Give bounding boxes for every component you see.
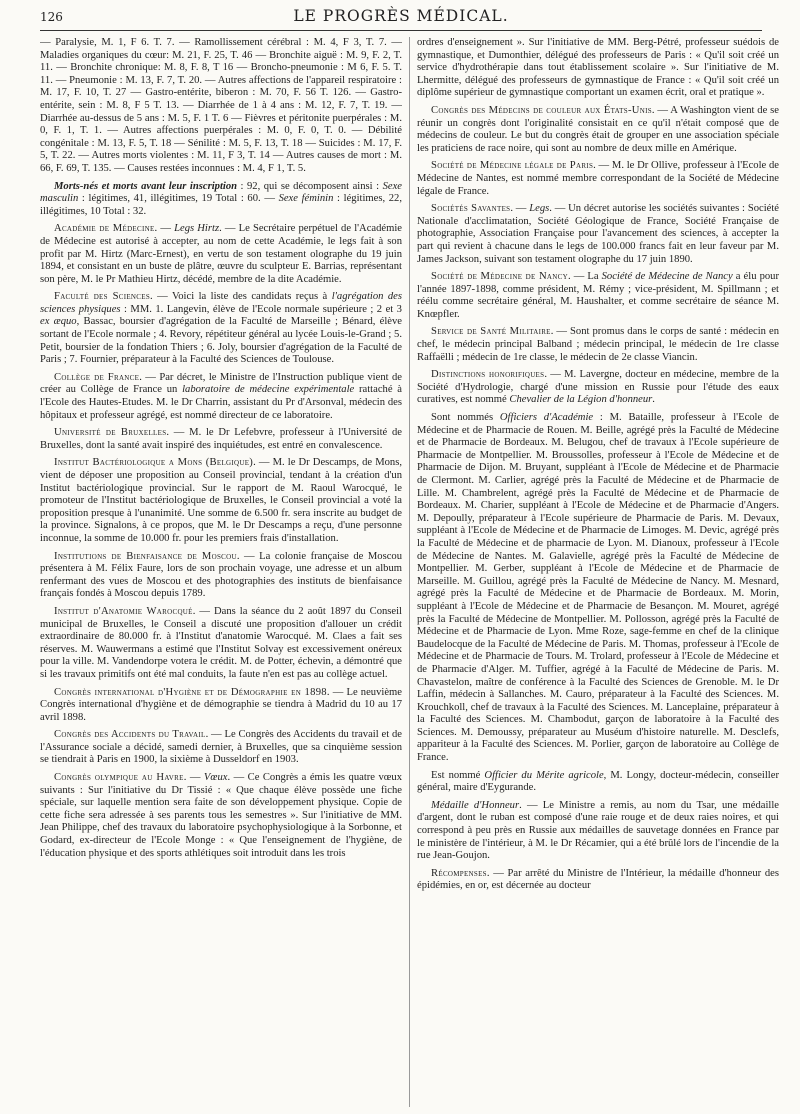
text-run: . — A Washington vient de se réunir un congrès dont l'originalité consistait en ce qu'il n'était composé que de médecins de couleur. Le but du congrès était de grouper en une association spéciale les praticiens de race noire, qui sont au nombre de deux mille en Amérique.: [417, 104, 779, 154]
text-run: . — Voici la liste des candidats reçus à: [150, 291, 332, 303]
text-run: . — Par décret, le Ministre de l'Instruction publique vient de créer au Collège de France un: [40, 371, 402, 396]
institut-mons-paragraph: [40, 457, 402, 545]
agregation-label: l'agrégation des sciences physiques: [40, 291, 402, 315]
section-heading: Congrès des Accidents du Travail: [54, 729, 206, 741]
section-heading: Société de Médecine de Nancy: [431, 271, 568, 283]
text-run: . — M. le Dr Descamps, de Mons, vient de déposer une proposition au Conseil provincial, tendant à la création d'un Institut bactériologique provincial. Sur le rapport de M. Raoul Warocqué, le promoteur de l'Institut bactériologique de Bruxelles, le Conseil provincial a voté la proposition presque à l'unanimité. Une somme de 6.500 fr. sera inscrite au budget de la province. Signalons, à ce propos, que M. le Dr Descamps a reçu, d'une personne inconnue, la somme de 10.000 fr. pour les premiers frais d'installation.: [40, 457, 402, 544]
olympic-congress-paragraph: [40, 772, 402, 860]
text-run: . — M. le Dr Ollive, professeur à l'Ecole de Médecine de Nantes, est nommé membre correspondant de la Société de Médecine légale de France.: [417, 160, 779, 197]
section-heading: Institutions de Bienfaisance de Moscou: [54, 550, 237, 562]
right-column: [417, 37, 779, 1109]
faculte-sciences-paragraph: [40, 291, 402, 367]
societes-savantes-paragraph: [417, 203, 779, 266]
medecins-couleur-paragraph: [417, 105, 779, 155]
column-divider: [409, 37, 410, 1107]
section-heading: Académie de Médecine: [54, 223, 155, 235]
legs-hirtz-label: Legs Hirtz: [174, 223, 220, 235]
section-heading: Médaille d'Honneur: [431, 799, 520, 811]
hygiene-congress-paragraph: [40, 687, 402, 725]
text-run: . — M. le Dr Lefebvre, professeur à l'Université de Bruxelles, dont la santé avait inspiré des inquiétudes, est entré en convalescence.: [40, 427, 402, 451]
section-heading: Société de Médecine légale de Paris: [431, 160, 594, 172]
mortality-stats-paragraph: — Paralysie, M. 1, F 6. T. 7. — Ramollissement cérébral : M. 4, F 3, T. 7. — Maladies organiques du cœur: M. 21, F. 25, T. 46 — Bronchite aiguë : M. 9, F. 2, T. 11. — Bronchite chronique: M. 8, F. 8, T 16 — Broncho-pneumonie : M 6, F. 5. T. 11. — Pneumonie : M. 13, F. 7, T. 20. — Autres affections de l'appareil respiratoire : M. 17, F. 10, T. 27 — Gastro-entérite, biberon : M. 70, F. 56 T. 126. — Gastro-entérite, sein : M. 8, F 5 T. 13. — Diarrhée de 1 à 4 ans : M. 12, F. 7, T. 19. — Diarrhée au-dessus de 5 ans : M. 5, F. 1 T. 6 — Fièvres et péritonite puerpérales : M. 0, F. 1, T. 1. — Autres affections puerpérales : M. 0, F. 0, T. 0. — Débilité congénitale : M. 13, F. 5, T. 18 — Sénilité : M. 5, F. 13, T. 18 — Suicides : M. 17, F. 5, T. 22. — Autres morts violentes : M. 11, F 3, T. 14 — Autres causes de mort : M. 66, F. 69, T. 135. — Causes restées inconnues : M. 4, F 1, T. 5.: [40, 37, 402, 174]
text-run: . — Sont promus dans le corps de santé : médecin en chef, le médecin principal Balband ; médecin principal, le médecin de 1re classe Raffaëlli ; médecin de 1re classe, le médecin de 2e classe Viancin.: [417, 326, 779, 363]
stillbirths-paragraph: [40, 181, 402, 219]
section-heading: Collège de France: [54, 371, 140, 383]
left-column: [40, 37, 402, 1109]
section-heading: Distinctions honorifiques: [431, 369, 545, 381]
laboratory-label: laboratoire de médecine expérimentale: [182, 384, 355, 396]
female-sex-label: Sexe féminin: [278, 193, 334, 205]
text-run: : M. Bataille, professeur à l'Ecole de Médecine et de Pharmacie de Rouen. M. Beille, agrégé près la Faculté de Médecine et de Pharmacie de Bordeaux. M. Belugou, chef de travaux à l'Ecole supérieure de Pharmacie de Montpellier. M. Broussolles, professeur à l'Ecole de Médecine et de Pharmacie de Dijon. M. Bruyant, suppléant à l'Ecole de Médecine et de Pharmacie de Clermont. M. Carlier, agrégé près la Faculté de Médecine et de Pharmacie de Lille. M. Chambrelent, agrégé près la Faculté de Médecine et de Pharmacie de Bordeaux. M. Charier, suppléant à l'Ecole de Médecine et de Pharmacie d'Angers. M. Depoully, préparateur à l'Ecole supérieure de Pharmacie de Paris. M. Devaux, suppléant à l'Ecole de Médecine et de Pharmacie de Limoges. M. Devic, agrégé près la Faculté de Médecine et de pharmacie de Lyon. M. Dianoux, professeur à l'Ecole de Médecine de Nantes. M. Galavielle, agrégé près la Faculté de Médecine de Montpellier. M. Gerber, suppléant à l'Ecole de Médecine et de Pharmacie de Marseille. M. Guillou, agrégé près la Faculté de Médecine de Nancy. M. Mesnard, agrégé près la Faculté de Médecine et de Pharmacie de Bordeaux. M. Morin, suppléant à l'Ecole de Médecine et de Pharmacie de Besançon. M. Mouret, agrégé près la Faculté de Médecine de Montpellier. M. Pollosson, agrégé près la Faculté de Médecine et de Pharmacie de Lyon. Mme Roze, sage-femme en chef de la clinique Baudelocque de la Faculté de Médecine de Paris. M. Thomas, professeur à l'Ecole de Médecine et de Pharmacie de Tours. M. Trolard, professeur à l'Ecole de Médecine et de Pharmacie d'Alger. M. Tuffier, agrégé à la Faculté de Médecine de Paris. M. Chavastelon, maître de conférence à la Faculté des Sciences de Grenoble. M. le Dr Laffin, médecin à Sallanches. M. Cauro, préparateur à la Faculté des Sciences. M. Krouchkoll, chef de travaux à la Faculté des Sciences. M. Lanceplaine, préparateur à la Faculté des Sciences. M. Chambodut, garçon de laboratoire à la Faculté des Sciences. M. Demoussy, préparateur au Muséum d'histoire naturelle. M. Desclefs, appariteur à la Faculté des Sciences. M. Porlier, garçon de laboratoire au Collège de France.: [417, 412, 779, 764]
section-heading: Institut Bactériologique a Mons (Belgique): [54, 457, 254, 469]
text-run: . — Le Secrétaire perpétuel de l'Académie de Médecine est autorisé à accepter, au nom de cette Académie, le legs fait à son profit par M. Hirtz (Marc-Ernest), en vertu de son testament olographe du 19 juin 1894, et consistant en un buste de plâtre, œuvre du sculpteur E. Barrias, représentant son père, M. le Pr Mathieu Hirtz, décédé, membre de la dite Académie.: [40, 223, 402, 285]
ex-aequo-label: ex æquo: [40, 316, 77, 328]
text-run: , Bassac, boursier d'agrégation de la Faculté de Marseille ; Bénard, élève sortant de l'Ecole normale ; 4. Revory, répétiteur général au lycée Louis-le-Grand ; 5. Petit, boursier de la fondation Thiers ; 6. Joly, boursier d'agrégation de la Faculté de Paris ; 7. Fournier, préparateur à la Faculté des Sciences de Toulouse.: [40, 316, 402, 366]
text-run: , M. Longy, docteur-médecin, conseiller général, maire d'Eygurande.: [417, 769, 779, 794]
voeux-label: Vœux: [203, 772, 228, 784]
text-run: . —: [183, 772, 204, 784]
text-run: . —: [510, 203, 530, 215]
nancy-society-paragraph: [417, 271, 779, 321]
text-run: . — Le Congrès des Accidents du travail et de l'Assurance sociale a décidé, samedi dernier, à Bruxelles, que sa cinquième session se tiendrait à Paris en 1900, la sixième à Dusseldorf en 1903.: [40, 729, 402, 766]
text-run: . — Dans la séance du 2 août 1897 du Conseil municipal de Bruxelles, le Conseil a discuté une proposition d'allouer un crédit extraordinaire de 80.000 fr. à l'Institut d'anatomie Warocqué. M. Claes a fait ses réserves. M. Wauwermans a estimé que l'Institut Solvay est excessivement onéreux pour la ville. M. Vandendorpe votera le crédit. M. de Potter, échevin, a démontré que si les travaux primitifs ont été mal conduits, la faute n'en est pas au collège actuel.: [40, 605, 402, 680]
text-run: rattaché à l'Ecole des Hautes-Etudes. M. le Dr Charrin, assistant du Pr d'Arsonval, médecin des hôpitaux et professeur agrégé, est nommé directeur de ce laboratoire.: [40, 384, 402, 421]
running-title: LE PROGRÈS MÉDICAL.: [293, 7, 509, 25]
recompenses-paragraph: [417, 868, 779, 893]
chevalier-label: Chevalier de la Légion d'honneur: [509, 394, 653, 406]
text-run: : légitimes, 22, illégitimes, 10 Total : 32.: [40, 193, 402, 217]
section-heading: Congrès des Médecins de couleur aux États-Unis: [431, 104, 652, 116]
male-sex-label: Sexe masculin: [40, 180, 402, 205]
text-run: Est nommé: [431, 769, 485, 781]
text-run: . — La: [567, 271, 602, 283]
section-heading: Université de Bruxelles: [54, 427, 167, 439]
text-run: . — Par arrêté du Ministre de l'Intérieur, la médaille d'honneur des épidémies, en or, est décernée au docteur: [417, 867, 779, 892]
text-run: : MM. 1. Langevin, élève de l'Ecole normale supérieure ; 2 et 3: [120, 303, 402, 315]
stillbirths-lead: Morts-nés et morts avant leur inscription: [54, 180, 238, 192]
section-heading: Congrès olympique au Havre: [54, 772, 184, 784]
section-heading: Service de Santé Militaire: [431, 326, 551, 338]
text-run: Sont nommés: [431, 412, 500, 424]
distinctions-paragraph: [417, 369, 779, 407]
nancy-society-label: Société de Médecine de Nancy: [601, 271, 733, 283]
text-run: . — Le neuvième Congrès international d'hygiène et de démographie se tiendra à Madrid du 10 au 17 avril 1898.: [40, 686, 402, 723]
header-rule: [40, 30, 762, 31]
officiers-academie-paragraph: [417, 412, 779, 765]
merite-agricole-label: Officier du Mérite agricole: [484, 769, 604, 781]
medecine-legale-paragraph: [417, 160, 779, 198]
merite-agricole-paragraph: [417, 770, 779, 795]
warocque-paragraph: [40, 606, 402, 682]
officiers-label: Officiers d'Académie: [499, 412, 594, 424]
text-run: . — Ce Congrès a émis les quatre vœux suivants : Sur l'initiative du Dr Tissié : « Que chaque élève possède une fiche spéciale, sur laquelle mention sera faite de son développement physique. Copie de cette fiche sera adressée à ses parents tous les semestres ». Sur l'initiative de MM. Jean Philippe, chef des travaux du laboratoire psychophysiologique à la Sorbonne, et Godard, ex-directeur de l'Ecole Monge : « Que l'enseignement de l'hygiène, de l'éducation physique et des sports athlétiques soit introduit dans les trois: [40, 772, 402, 859]
college-de-france-paragraph: [40, 372, 402, 422]
academie-paragraph: [40, 223, 402, 286]
accidents-congress-paragraph: [40, 729, 402, 767]
medaille-honneur-paragraph: [417, 800, 779, 863]
universite-bruxelles-paragraph: [40, 427, 402, 452]
text-run: . — M. Lavergne, docteur en médecine, membre de la Société d'Hydrologie, chargé d'une mission en Russie pour l'étude des eaux curatives, est nommé: [417, 369, 779, 406]
section-heading: Sociétés Savantes: [431, 203, 511, 215]
text-run: . —: [154, 223, 175, 235]
text-run: : légitimes, 41, illégitimes, 19 Total : 60. —: [78, 193, 279, 205]
section-heading: Récompenses: [431, 867, 487, 879]
page-number: 126: [40, 10, 63, 24]
text-run: . — La colonie française de Moscou présentera à M. Félix Faure, lors de son prochain voyage, une adresse et un album renfermant des vues de Moscou et des photographies des instituts de bienfaisance français fondés à Moscou depuis 1789.: [40, 550, 402, 600]
service-sante-paragraph: [417, 326, 779, 364]
text-run: . — Le Ministre a remis, au nom du Tsar, une médaille d'argent, dont le ruban est composé d'une raie rouge et de deux raies noires, et qui correspond à peu près en Russie aux médailles de sauvetage données en France par le ministère de l'intérieur, à M. le Dr Récamier, qui a été brûlé lors de l'incendie de la rue Jean-Goujon.: [417, 799, 779, 862]
text-run: . — Un décret autorise les sociétés suivantes : Société Nationale d'acclimatation, Société Géologique de France, Société Française de photographie, Association Française pour l'avancement des sciences, à accepter la part qui revient à chacune dans le legs de 100.000 francs fait en leur faveur par M. James Jackson, suivant son testament olographe du 17 juin 1890.: [417, 203, 779, 265]
olympic-congress-continued: ordres d'enseignement ». Sur l'initiative de MM. Berg-Pétré, professeur suédois de gymnastique, et Dumonthier, délégué des professeurs de Paris : « Qu'il soit créé un service d'hydrothérapie dans tout établissement scolaire ». Sur l'initiative de M. Lhermitte, délégué des professeurs de gymnastique de France : « Qu'il soit créé un diplôme supérieur de gymnastique comportant un examen écrit, oral et pratique ».: [417, 37, 779, 99]
section-heading: Congrès international d'Hygiène et de Démographie en 1898: [54, 686, 327, 698]
moscou-paragraph: [40, 551, 402, 601]
section-heading: Institut d'Anatomie Warocqué: [54, 605, 193, 617]
text-run: : 92, qui se décomposent ainsi :: [237, 180, 383, 192]
text-run: a élu pour l'année 1897-1898, comme président, M. Rémy ; vice-président, M. Spillmann ; et réélu comme secrétaire général, M. Haushalter, et comme secrétaire de séance M. Knœpfler.: [417, 271, 779, 320]
text-run: .: [652, 394, 655, 406]
page-header: [40, 4, 762, 30]
legs-label: Legs: [529, 203, 550, 215]
section-heading: Faculté des Sciences: [54, 291, 151, 303]
